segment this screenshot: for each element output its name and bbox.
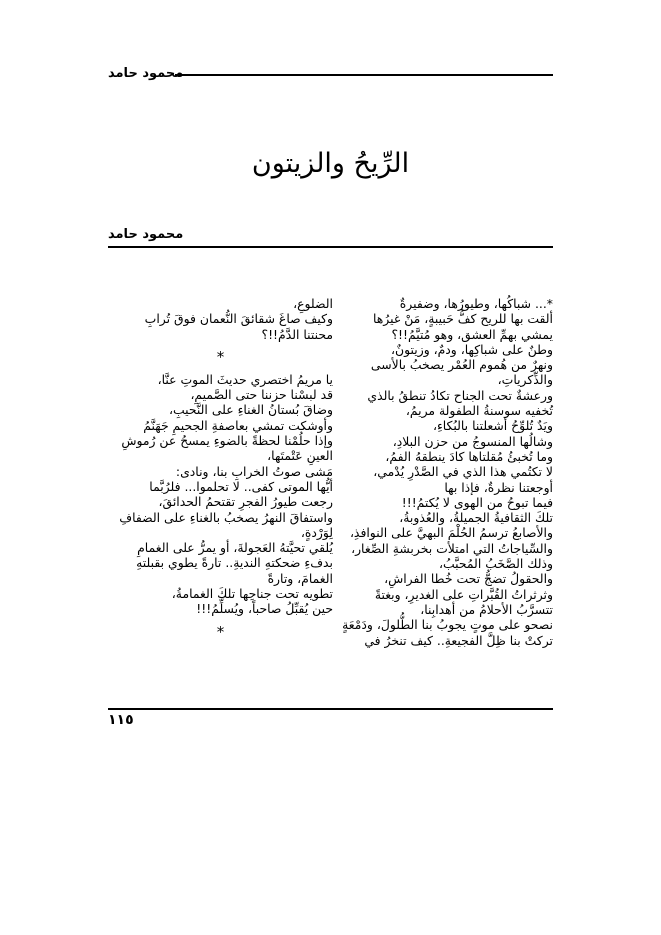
poem-line: محنتنا الدَّمُ!!؟ [261, 326, 333, 342]
poem-line: والسِّياجاتُ التي امتلأت بخربشةِ الصِّغار، [351, 540, 553, 556]
poem-author: محمود حامد [108, 227, 184, 242]
poem-line: وما تُخبئُ مُقلتاها كادَ ينطقهُ الفمُ، [385, 448, 553, 464]
poem-line: يمشي بهمِّ العشق، وهو مُتيَّمُ!!؟ [391, 326, 553, 342]
poem-line: ورعشةٌ تحت الجناح تكادُ تنطقُ بالذي [367, 387, 553, 403]
poem-line: وضاقَ بُستانُ الغناءِ على النَّحيبِ، [169, 402, 333, 418]
page-number: ١١٥ [108, 712, 134, 728]
poem-line: حين يُقبِّلُ صاحباً، ويُسلِّمُ!!! [196, 601, 333, 617]
poem-line: واستفاقَ النهرُ يصخبُ بالغناءِ على الضفافِ [119, 509, 333, 525]
poem-line: أوجعتنا نظرةٌ، فإذا بها [444, 479, 553, 495]
poem-title: الرِّيحُ والزيتون [251, 148, 410, 179]
poem-line: يُلقي تحيَّتهُ العَجولةَ، أو يمرُّ على الغمامِ [137, 540, 333, 556]
poem-line: وثرثراتُ القُبَّراتِ على الغديرِ، وبغتةً [374, 586, 553, 602]
poem-line: تتسرَّبُ الأحلامُ من أهدابِنا، [420, 601, 553, 617]
footer-rule [108, 708, 553, 710]
poem-line: تُخفيه سوسنةُ الطفولة مريمُ، [405, 403, 553, 419]
poem-line: الغمامَ، وتارةً [267, 570, 333, 586]
poem-line: ألقت بها للريح كفُّ حَبيبةٍ، مَنْ غيرُها [372, 311, 553, 327]
poem-line: مَشى صوتُ الخرابِ بنا، ونادى: [175, 463, 333, 479]
poem-line: تطويه تحت جناحِها تلكَ الغمامةُ، [171, 586, 333, 602]
author-rule [108, 246, 553, 248]
poem-line: والحقولُ تضجُّ تحت خُطا الفراشِ، [384, 571, 553, 587]
poem-line: العينِ عَتْمتَها، [267, 448, 333, 464]
poem-line: بدفءِ ضحكتهِ النديةِ.. تارةً يطوي بقبلتهِ [136, 555, 333, 571]
poem-line: نصحو على موتٍ يجوبُ بنا الطُّلولَ، ودَمْعَةٍ [342, 617, 553, 633]
poem-line: الضلوعِ، [293, 296, 333, 311]
poem-line: تلكَ الثقافيةُ الجميلةُ، والعُذوبةُ، [399, 510, 553, 526]
poem-line: يا مريمُ اختصري حديثَ الموتِ عنَّا، [157, 371, 333, 387]
poem-line: وكيف صاغَ شقائقَ النُّعمان فوقَ تُرابِ [144, 311, 333, 327]
poem-line: وإذا حلُمْنا لحظةً بالضوءِ يمسحُ عن رُموشِ [121, 433, 333, 449]
poem-column-left [108, 296, 333, 647]
poem-line: ونهرٌ من هُموم العُمْر يصخبُ بالأسى [370, 357, 553, 373]
poem-line: والأصابعُ ترسمُ الحُلْمَ البهيَّ على النوافذِ، [349, 525, 553, 541]
poem-line: *... شباكُها، وطيورُها، وضفيرةٌ [399, 296, 553, 311]
section-separator-star: * [216, 622, 225, 641]
poem-column-right [310, 296, 553, 648]
poem-line: وطنٌ على شباكِها، ودمٌ، وزيتونٌ، [391, 341, 553, 357]
poem-line: رجعت طيورُ الفجرِ تقتحمُ الحدائقَ، [158, 494, 333, 510]
poem-line: لِوَرْدةٍ، [300, 524, 333, 540]
poem-line: أيُّها الموتى كفى.. لا تحلموا... فلرُبَّما [149, 478, 333, 494]
poem-line: وأوشكت تمشي بعاصفةِ الجحيمِ جَهَنَّمُ [143, 417, 333, 433]
poem-line: فيما تبوحُ من الهوى لا يُكتمُ!!! [401, 494, 553, 510]
poem-line: وشالُها المنسوجُ من حزن البلادِ، [392, 433, 553, 449]
poem-line: والذِّكرياتِ، [497, 372, 553, 388]
section-separator-star: * [216, 347, 225, 366]
poem-line: تركتْ بنا ظِلَّ الفجيعةِ.. كيف تنخرُ في [364, 632, 553, 648]
poem-line: قد لبسْنا حزننا حتى الصَّميمِ، [190, 387, 333, 403]
poem-line: وذلك الصَّخَبُ المُحبَّبُ، [438, 556, 553, 572]
running-header-author: محمود حامد [108, 66, 184, 81]
poem-line: لا تكتُمي هذا الذي في الصَّدْرِ يُدْمي، [373, 464, 553, 480]
header-rule [175, 74, 553, 76]
poem-line: ويَدٌ تُلوِّحُ أشعلتنا بالبُكاءِ، [432, 418, 553, 434]
